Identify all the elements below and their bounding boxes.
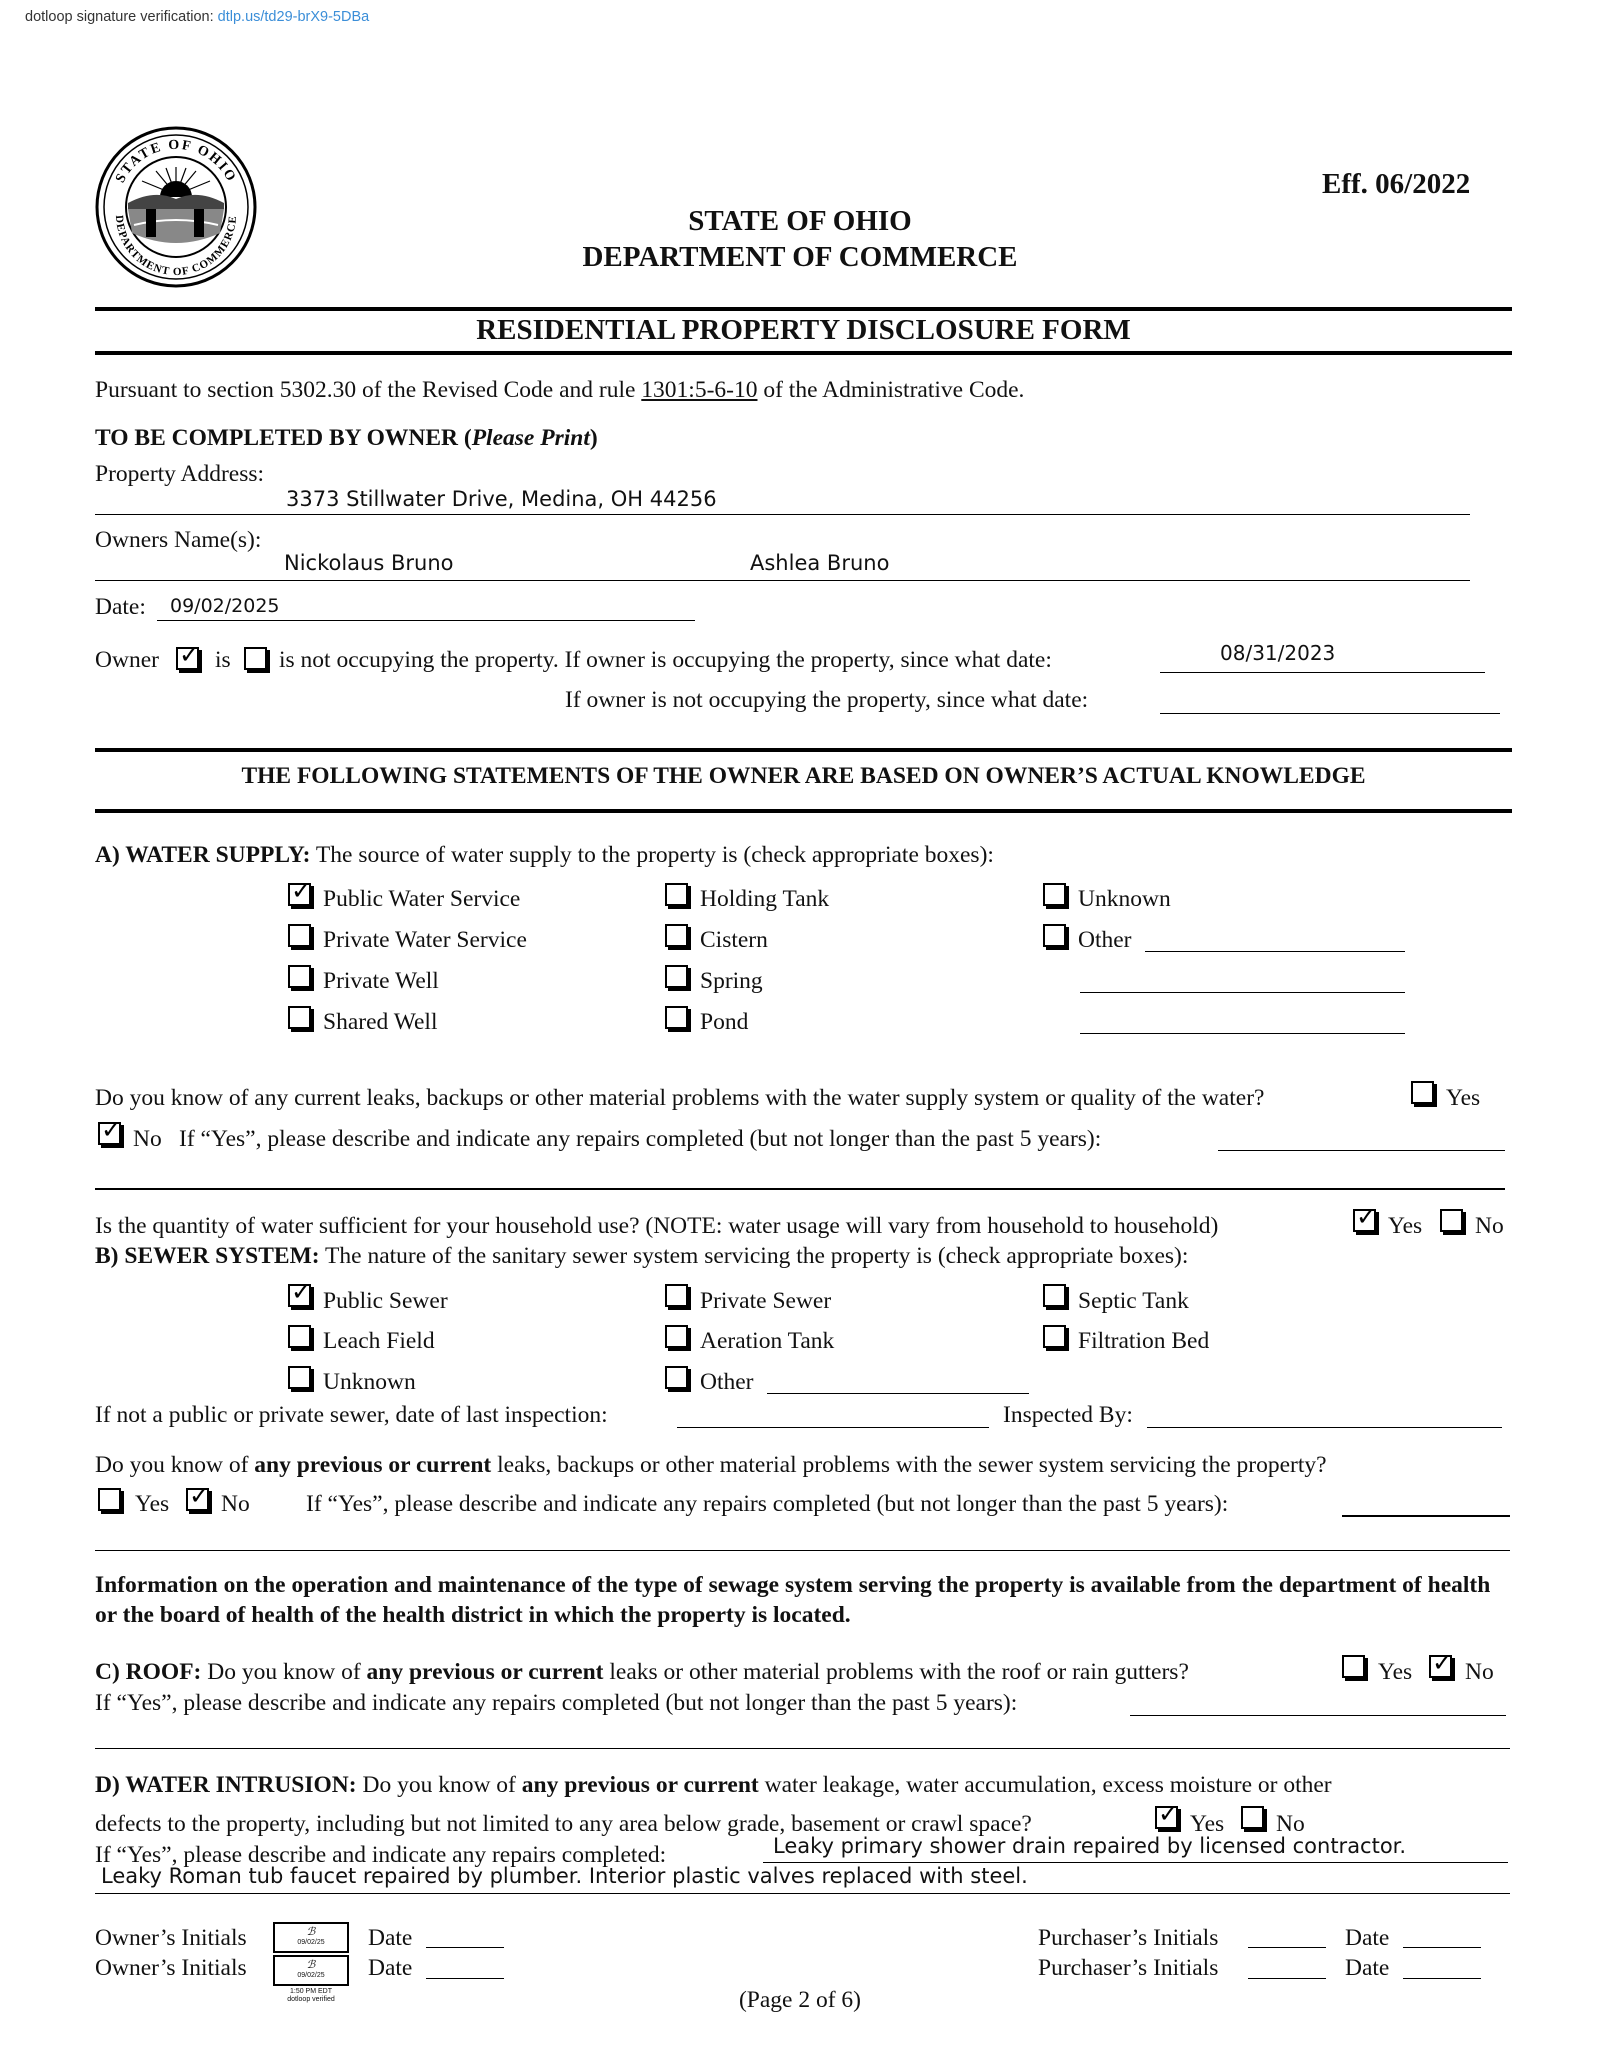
svg-text:STATE OF OHIO: STATE OF OHIO — [113, 137, 239, 186]
state-title: STATE OF OHIO — [688, 205, 912, 237]
occ-not-text: If owner is not occupying the property, since what date: — [565, 687, 1089, 713]
occ-owner-label: Owner — [95, 647, 159, 673]
verification-line — [25, 9, 369, 25]
owner-initials-label-2: Owner’s Initials — [95, 1955, 247, 1981]
water-leaks-line-2[interactable] — [95, 1188, 1505, 1190]
private-water-checkbox[interactable] — [288, 924, 311, 947]
unknown-water-checkbox[interactable] — [1043, 883, 1066, 906]
owner-date-line-2[interactable] — [426, 1978, 504, 1979]
verification-label: dotloop signature verification: — [25, 9, 214, 25]
intrusion-yes-checkbox[interactable] — [1155, 1806, 1178, 1829]
spring-label: Spring — [700, 968, 763, 994]
purchaser-date-line-2[interactable] — [1403, 1978, 1481, 1979]
aeration-tank-checkbox[interactable] — [665, 1325, 688, 1348]
other-water-line-2[interactable] — [1080, 992, 1405, 993]
occ-date-value[interactable]: 08/31/2023 — [1220, 641, 1336, 665]
owner-date-label-1: Date — [368, 1925, 413, 1951]
water-leaks-no-label: No — [133, 1126, 162, 1152]
roof-describe-line-2[interactable] — [95, 1748, 1510, 1749]
owner-initials-stamp-2[interactable]: ℬ 09/02/25 — [273, 1955, 349, 1986]
department-title: DEPARTMENT OF COMMERCE — [582, 241, 1018, 273]
roof-yes-label: Yes — [1378, 1659, 1413, 1685]
other-sewer-checkbox[interactable] — [665, 1366, 688, 1389]
purchaser-initials-line-2[interactable] — [1248, 1978, 1326, 1979]
sewer-inspection-line[interactable] — [677, 1427, 989, 1428]
owner-date-label-2: Date — [368, 1955, 413, 1981]
intrusion-no-checkbox[interactable] — [1241, 1806, 1264, 1829]
shared-well-checkbox[interactable] — [288, 1006, 311, 1029]
owners-name-line — [95, 580, 1470, 581]
purchaser-initials-label-1: Purchaser’s Initials — [1038, 1925, 1219, 1951]
pond-label: Pond — [700, 1009, 749, 1035]
sewer-inspection-label: If not a public or private sewer, date of last inspection: — [95, 1402, 608, 1428]
purchaser-initials-label-2: Purchaser’s Initials — [1038, 1955, 1219, 1981]
private-sewer-checkbox[interactable] — [665, 1284, 688, 1307]
water-leaks-yes-label: Yes — [1446, 1085, 1481, 1111]
sewer-no-label: No — [221, 1491, 250, 1517]
unknown-sewer-label: Unknown — [323, 1369, 416, 1395]
sewer-describe-line-1[interactable] — [1342, 1515, 1510, 1517]
shared-well-label: Shared Well — [323, 1009, 438, 1035]
intrusion-describe: If “Yes”, please describe and indicate any repairs completed: — [95, 1842, 667, 1868]
water-leaks-no-checkbox[interactable] — [98, 1122, 121, 1145]
sewer-describe: If “Yes”, please describe and indicate any repairs completed (but not longer than the past 5 years): — [306, 1491, 1229, 1517]
verification-link[interactable]: dtlp.us/td29-brX9-5DBa — [217, 9, 370, 25]
water-quantity-no-label: No — [1475, 1213, 1504, 1239]
unknown-water-label: Unknown — [1078, 886, 1171, 912]
public-water-checkbox[interactable] — [288, 883, 311, 906]
intrusion-question-line2: defects to the property, including but not limited to any area below grade, basement or crawl space? — [95, 1811, 1032, 1837]
leach-field-label: Leach Field — [323, 1328, 435, 1354]
other-sewer-line[interactable] — [767, 1393, 1029, 1394]
pond-checkbox[interactable] — [665, 1006, 688, 1029]
title-rule-bottom — [95, 351, 1512, 355]
intrusion-yes-label: Yes — [1190, 1811, 1225, 1837]
banner-rule-bottom — [95, 809, 1512, 813]
private-water-label: Private Water Service — [323, 927, 527, 953]
private-sewer-label: Private Sewer — [700, 1288, 832, 1314]
purchaser-date-label-1: Date — [1345, 1925, 1390, 1951]
property-address-line — [95, 514, 1470, 515]
water-leaks-describe: If “Yes”, please describe and indicate any repairs completed (but not longer than the past 5 years): — [179, 1126, 1102, 1152]
holding-tank-checkbox[interactable] — [665, 883, 688, 906]
intrusion-answer-2[interactable]: Leaky Roman tub faucet repaired by plumber. Interior plastic valves replaced with steel. — [101, 1864, 1028, 1888]
roof-describe: If “Yes”, please describe and indicate any repairs completed (but not longer than the past 5 years): — [95, 1690, 1018, 1716]
form-title: RESIDENTIAL PROPERTY DISCLOSURE FORM — [476, 314, 1131, 346]
water-leaks-yes-checkbox[interactable] — [1411, 1081, 1434, 1104]
occ-text: is not occupying the property. If owner is occupying the property, since what date: — [279, 647, 1052, 673]
roof-question: C) ROOF: Do you know of any previous or current leaks or other material problems with the roof or rain gutters? — [95, 1659, 1189, 1685]
owner-initials-stamp-1[interactable]: ℬ 09/02/25 — [273, 1922, 349, 1953]
sewer-no-checkbox[interactable] — [186, 1488, 209, 1511]
water-leaks-line-1[interactable] — [1218, 1150, 1505, 1151]
leach-field-checkbox[interactable] — [288, 1325, 311, 1348]
owner-name-1[interactable]: Nickolaus Bruno — [284, 551, 454, 575]
unknown-sewer-checkbox[interactable] — [288, 1366, 311, 1389]
banner-rule-top — [95, 748, 1512, 752]
date-value[interactable]: 09/02/2025 — [170, 595, 280, 617]
effective-date: Eff. 06/2022 — [1322, 168, 1471, 200]
inspected-by-line[interactable] — [1147, 1427, 1502, 1428]
roof-no-checkbox[interactable] — [1429, 1655, 1452, 1678]
intrusion-line-1 — [763, 1862, 1508, 1863]
roof-no-label: No — [1465, 1659, 1494, 1685]
sewer-info: Information on the operation and maintenance of the type of sewage system serving the property is available from the department of health or the board of health of the health district in which the property is located. — [95, 1572, 1491, 1628]
owner-not-occupying-checkbox[interactable] — [244, 647, 267, 670]
intrusion-question: D) WATER INTRUSION: Do you know of any previous or current water leakage, water accumulation, excess moisture or other — [95, 1772, 1332, 1798]
sewer-describe-line-2[interactable] — [95, 1550, 1510, 1551]
date-label: Date: — [95, 594, 146, 620]
purchaser-date-line-1[interactable] — [1403, 1947, 1481, 1948]
other-water-line-1[interactable] — [1145, 951, 1405, 952]
cistern-label: Cistern — [700, 927, 768, 953]
septic-tank-label: Septic Tank — [1078, 1288, 1189, 1314]
owner-is-occupying-checkbox[interactable] — [176, 647, 199, 670]
other-sewer-label: Other — [700, 1369, 754, 1395]
svg-text:DEPARTMENT OF COMMERCE: DEPARTMENT OF COMMERCE — [112, 214, 240, 279]
page-number: (Page 2 of 6) — [738, 1987, 862, 2013]
owner-heading: TO BE COMPLETED BY OWNER (Please Print) — [95, 425, 598, 451]
public-sewer-checkbox[interactable] — [288, 1284, 311, 1307]
water-quantity-yes-checkbox[interactable] — [1353, 1209, 1376, 1232]
initial-stamp-meta: 1:50 PM EDT dotloop verified — [287, 1988, 335, 2003]
water-leaks-question: Do you know of any current leaks, backups or other material problems with the water supply system or quality of the water? — [95, 1085, 1265, 1111]
public-sewer-label: Public Sewer — [323, 1288, 448, 1314]
purchaser-date-label-2: Date — [1345, 1955, 1390, 1981]
owners-name-label: Owners Name(s): — [95, 527, 262, 553]
occ-is-label: is — [215, 647, 231, 673]
statement-banner: THE FOLLOWING STATEMENTS OF THE OWNER ARE BASED ON OWNER’S ACTUAL KNOWLEDGE — [241, 763, 1366, 789]
water-quantity-no-checkbox[interactable] — [1440, 1209, 1463, 1232]
private-well-label: Private Well — [323, 968, 439, 994]
title-rule-top — [95, 307, 1512, 311]
intrusion-line-2 — [95, 1893, 1510, 1894]
water-supply-heading: A) WATER SUPPLY: The source of water supply to the property is (check appropriate boxes): — [95, 842, 994, 868]
owner-initials-label-1: Owner’s Initials — [95, 1925, 247, 1951]
sewer-yes-checkbox[interactable] — [98, 1488, 121, 1511]
spring-checkbox[interactable] — [665, 965, 688, 988]
holding-tank-label: Holding Tank — [700, 886, 830, 912]
other-water-checkbox[interactable] — [1043, 924, 1066, 947]
roof-describe-line-1[interactable] — [1130, 1715, 1506, 1716]
intrusion-no-label: No — [1276, 1811, 1305, 1837]
water-quantity-yes-label: Yes — [1388, 1213, 1423, 1239]
other-water-label: Other — [1078, 927, 1132, 953]
sewer-question: Do you know of any previous or current leaks, backups or other material problems with the sewer system servicing the property? — [95, 1452, 1327, 1478]
sewer-yes-label: Yes — [135, 1491, 170, 1517]
property-address-label: Property Address: — [95, 461, 265, 487]
water-quantity-question: Is the quantity of water sufficient for your household use? (NOTE: water usage will vary from household to household) — [95, 1213, 1219, 1239]
filtration-bed-label: Filtration Bed — [1078, 1328, 1210, 1354]
purchaser-initials-line-1[interactable] — [1248, 1947, 1326, 1948]
occ-not-date-line — [1160, 713, 1500, 714]
septic-tank-checkbox[interactable] — [1043, 1284, 1066, 1307]
inspected-by-label: Inspected By: — [1003, 1402, 1133, 1428]
other-water-line-3[interactable] — [1080, 1033, 1405, 1034]
private-well-checkbox[interactable] — [288, 965, 311, 988]
owner-name-2[interactable]: Ashlea Bruno — [750, 551, 890, 575]
filtration-bed-checkbox[interactable] — [1043, 1325, 1066, 1348]
public-water-label: Public Water Service — [323, 886, 521, 912]
property-address-value[interactable]: 3373 Stillwater Drive, Medina, OH 44256 — [286, 487, 717, 511]
cistern-checkbox[interactable] — [665, 924, 688, 947]
sewer-heading: B) SEWER SYSTEM: The nature of the sanitary sewer system servicing the property is (check appropriate boxes): — [95, 1243, 1189, 1269]
aeration-tank-label: Aeration Tank — [700, 1328, 835, 1354]
intro-text: Pursuant to section 5302.30 of the Revised Code and rule 1301:5-6-10 of the Administrative Code. — [95, 377, 1025, 403]
date-line — [157, 620, 695, 621]
owner-date-line-1[interactable] — [426, 1947, 504, 1948]
intrusion-answer-1[interactable]: Leaky primary shower drain repaired by licensed contractor. — [773, 1834, 1407, 1858]
occ-date-line — [1160, 672, 1485, 673]
roof-yes-checkbox[interactable] — [1342, 1655, 1365, 1678]
